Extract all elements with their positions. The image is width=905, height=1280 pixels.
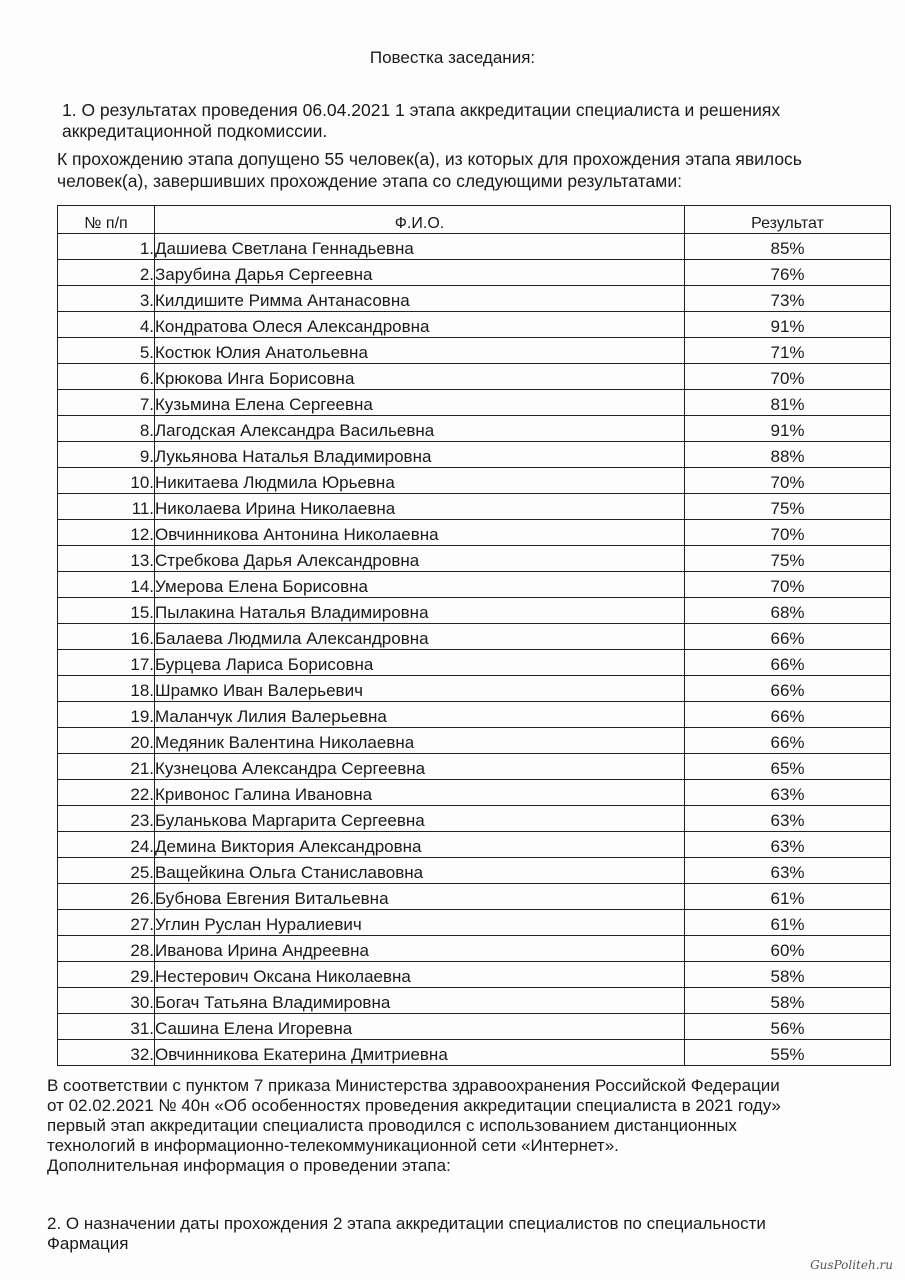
row-number: 13. (58, 546, 155, 572)
row-number: 7. (58, 390, 155, 416)
row-result: 61% (685, 910, 891, 936)
row-name: Лукьянова Наталья Владимировна (155, 442, 685, 468)
table-row (58, 624, 891, 650)
row-number: 23. (58, 806, 155, 832)
admission-summary (57, 148, 897, 192)
legal-note-line-1: В соответствии с пунктом 7 приказа Министерства здравоохранения Российской Федерации (47, 1076, 780, 1095)
table-row (58, 546, 891, 572)
row-result: 55% (685, 1040, 891, 1066)
row-number: 27. (58, 910, 155, 936)
row-name: Стребкова Дарья Александровна (155, 546, 685, 572)
row-number: 30. (58, 988, 155, 1014)
legal-note-line-5: Дополнительная информация о проведении этапа: (47, 1156, 451, 1175)
row-result: 65% (685, 754, 891, 780)
row-result: 66% (685, 624, 891, 650)
row-number: 12. (58, 520, 155, 546)
legal-note-line-3: первый этап аккредитации специалиста проводился с использованием дистанционных (47, 1116, 737, 1135)
row-name: Богач Татьяна Владимировна (155, 988, 685, 1014)
row-number: 21. (58, 754, 155, 780)
row-number: 14. (58, 572, 155, 598)
row-number: 16. (58, 624, 155, 650)
row-number: 22. (58, 780, 155, 806)
row-name: Килдишите Римма Антанасовна (155, 286, 685, 312)
row-name: Костюк Юлия Анатольевна (155, 338, 685, 364)
row-name: Сашина Елена Игоревна (155, 1014, 685, 1040)
row-result: 63% (685, 858, 891, 884)
watermark: GusPoliteh.ru (810, 1258, 893, 1272)
legal-note-line-4: технологий в информационно-телекоммуникационной сети «Интернет». (47, 1136, 619, 1155)
agenda-item-2 (47, 1214, 897, 1254)
row-number: 31. (58, 1014, 155, 1040)
row-number: 20. (58, 728, 155, 754)
row-number: 24. (58, 832, 155, 858)
row-name: Балаева Людмила Александровна (155, 624, 685, 650)
row-name: Крюкова Инга Борисовна (155, 364, 685, 390)
page-title: Повестка заседания: (369, 48, 536, 67)
row-number: 2. (58, 260, 155, 286)
row-name: Кузнецова Александра Сергеевна (155, 754, 685, 780)
admission-summary-line-1: К прохождению этапа допущено 55 человек(а), из которых для прохождения этапа явилось (57, 149, 802, 169)
row-name: Бубнова Евгения Витальевна (155, 884, 685, 910)
row-number: 29. (58, 962, 155, 988)
row-number: 10. (58, 468, 155, 494)
row-number: 19. (58, 702, 155, 728)
table-row (58, 1014, 891, 1040)
row-number: 11. (58, 494, 155, 520)
table-row (58, 442, 891, 468)
agenda-item-1 (62, 100, 892, 142)
table-row (58, 286, 891, 312)
row-result: 76% (685, 260, 891, 286)
row-number: 4. (58, 312, 155, 338)
agenda-item-1-line-2: аккредитационной подкомиссии. (62, 121, 328, 141)
row-result: 56% (685, 1014, 891, 1040)
table-row (58, 702, 891, 728)
row-name: Бурцева Лариса Борисовна (155, 650, 685, 676)
row-number: 28. (58, 936, 155, 962)
agenda-item-2-line-1: 2. О назначении даты прохождения 2 этапа аккредитации специалистов по специальности (47, 1214, 766, 1233)
row-name: Буланькова Маргарита Сергеевна (155, 806, 685, 832)
row-result: 91% (685, 312, 891, 338)
row-result: 70% (685, 520, 891, 546)
table-row (58, 962, 891, 988)
row-result: 66% (685, 702, 891, 728)
row-result: 71% (685, 338, 891, 364)
table-row (58, 494, 891, 520)
row-name: Демина Виктория Александровна (155, 832, 685, 858)
table-row (58, 312, 891, 338)
row-name: Овчинникова Антонина Николаевна (155, 520, 685, 546)
row-result: 70% (685, 364, 891, 390)
row-name: Пылакина Наталья Владимировна (155, 598, 685, 624)
results-table (57, 205, 891, 1066)
results-table-body (58, 234, 891, 1066)
admission-summary-line-2: человек(а), завершивших прохождение этапа со следующими результатами: (57, 171, 682, 191)
row-name: Ващейкина Ольга Станиславовна (155, 858, 685, 884)
row-result: 66% (685, 650, 891, 676)
table-row (58, 416, 891, 442)
row-name: Углин Руслан Нуралиевич (155, 910, 685, 936)
agenda-item-1-line-1: 1. О результатах проведения 06.04.2021 1 этапа аккредитации специалиста и решениях (62, 100, 781, 120)
row-result: 85% (685, 234, 891, 260)
table-row (58, 936, 891, 962)
row-result: 66% (685, 676, 891, 702)
header-result: Результат (685, 206, 891, 234)
row-result: 91% (685, 416, 891, 442)
table-row (58, 884, 891, 910)
row-result: 58% (685, 988, 891, 1014)
row-result: 70% (685, 572, 891, 598)
row-number: 9. (58, 442, 155, 468)
table-row (58, 572, 891, 598)
row-number: 15. (58, 598, 155, 624)
table-row (58, 832, 891, 858)
table-row (58, 754, 891, 780)
row-name: Медяник Валентина Николаевна (155, 728, 685, 754)
row-number: 32. (58, 1040, 155, 1066)
row-name: Кондратова Олеся Александровна (155, 312, 685, 338)
row-name: Иванова Ирина Андреевна (155, 936, 685, 962)
table-row (58, 364, 891, 390)
table-row (58, 650, 891, 676)
row-result: 60% (685, 936, 891, 962)
row-name: Николаева Ирина Николаевна (155, 494, 685, 520)
row-result: 73% (685, 286, 891, 312)
row-number: 17. (58, 650, 155, 676)
legal-note-line-2: от 02.02.2021 № 40н «Об особенностях проведения аккредитации специалиста в 2021 году» (47, 1096, 781, 1115)
row-result: 61% (685, 884, 891, 910)
table-row (58, 468, 891, 494)
row-name: Шрамко Иван Валерьевич (155, 676, 685, 702)
row-number: 5. (58, 338, 155, 364)
row-result: 66% (685, 728, 891, 754)
row-name: Дашиева Светлана Геннадьевна (155, 234, 685, 260)
row-name: Маланчук Лилия Валерьевна (155, 702, 685, 728)
row-result: 63% (685, 780, 891, 806)
row-name: Кузьмина Елена Сергеевна (155, 390, 685, 416)
row-result: 63% (685, 806, 891, 832)
row-number: 8. (58, 416, 155, 442)
row-result: 68% (685, 598, 891, 624)
row-number: 25. (58, 858, 155, 884)
row-name: Никитаева Людмила Юрьевна (155, 468, 685, 494)
table-row (58, 390, 891, 416)
row-result: 63% (685, 832, 891, 858)
row-number: 26. (58, 884, 155, 910)
row-number: 1. (58, 234, 155, 260)
table-row (58, 1040, 891, 1066)
table-row (58, 910, 891, 936)
row-result: 75% (685, 494, 891, 520)
row-number: 6. (58, 364, 155, 390)
row-name: Нестерович Оксана Николаевна (155, 962, 685, 988)
agenda-item-2-line-2: Фармация (47, 1234, 129, 1253)
row-number: 3. (58, 286, 155, 312)
row-result: 81% (685, 390, 891, 416)
row-number: 18. (58, 676, 155, 702)
table-row (58, 676, 891, 702)
table-row (58, 858, 891, 884)
header-number: № п/п (58, 206, 155, 234)
table-row (58, 806, 891, 832)
table-row (58, 234, 891, 260)
row-name: Умерова Елена Борисовна (155, 572, 685, 598)
table-row (58, 988, 891, 1014)
row-result: 88% (685, 442, 891, 468)
table-row (58, 338, 891, 364)
table-row (58, 598, 891, 624)
table-header-row (58, 206, 891, 234)
row-result: 58% (685, 962, 891, 988)
row-result: 75% (685, 546, 891, 572)
legal-note (47, 1076, 897, 1176)
row-name: Зарубина Дарья Сергеевна (155, 260, 685, 286)
table-row (58, 728, 891, 754)
table-row (58, 260, 891, 286)
row-name: Овчинникова Екатерина Дмитриевна (155, 1040, 685, 1066)
row-name: Кривонос Галина Ивановна (155, 780, 685, 806)
table-row (58, 780, 891, 806)
table-row (58, 520, 891, 546)
row-result: 70% (685, 468, 891, 494)
row-name: Лагодская Александра Васильевна (155, 416, 685, 442)
header-name: Ф.И.О. (155, 206, 685, 234)
